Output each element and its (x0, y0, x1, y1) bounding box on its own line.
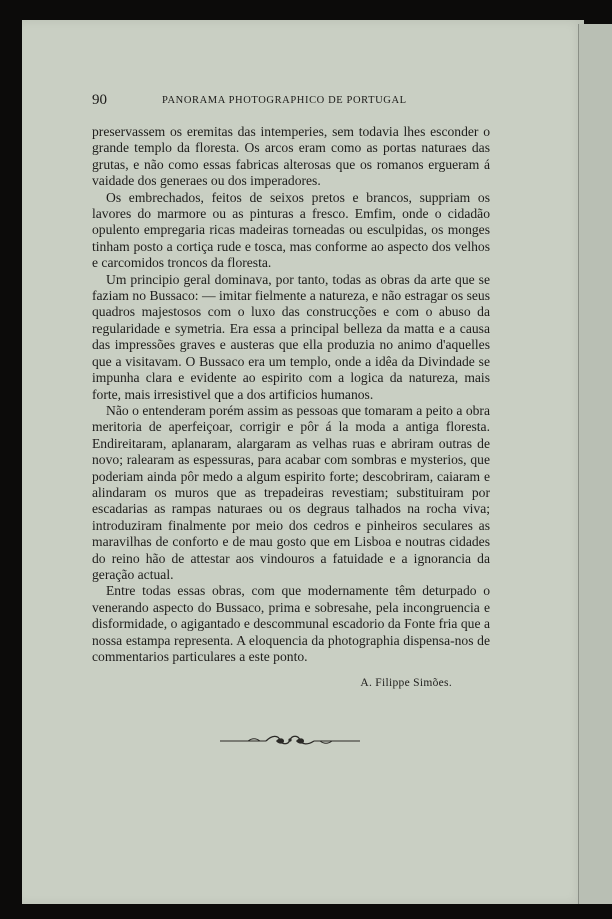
article-body (92, 124, 490, 665)
paragraph: preservassem os eremitas das intemperies, sem todavia lhes esconder o grande templo da floresta. Os arcos eram como as portas naturaes das grutas, e não como essas fabricas alterosas que os romanos ergueram á vaidade dos generaes ou dos imperadores. (92, 124, 490, 189)
page-number: 90 (92, 92, 107, 108)
tailpiece-ornament-icon (218, 732, 362, 748)
paragraph: Os embrechados, feitos de seixos pretos e brancos, suppriam os lavores do marmore ou as pinturas a fresco. Emfim, onde o cidadão opulento empregaria ricas madeiras torneadas ou esculpidas, os monges tinham posto a cortiça rude e tosca, mas conforme ao aspecto dos velhos e carcomidos troncos da floresta. (92, 189, 490, 271)
paragraph: Não o entenderam porém assim as pessoas que tomaram a peito a obra meritoria de aperfeiçoar, corrigir e pôr á la moda a antiga floresta. Endireitaram, aplanaram, alargaram as velhas ruas e abriram outras de novo; ralearam as espessuras, para acabar com sombras e mysterios, que poderiam ainda pôr medo a algum espirito forte; descobriram, caiaram e alindaram os muros que as trepadeiras revestiam; substituiram por escadarias as rampas naturaes ou os degraus talhados na rocha viva; introduziram finalmente por meio dos cedros e pinheiros seculares as maravilhas de conforto e de mau gosto que em Lisboa e noutras cidades do reino hão de attestar aos vindouros a fatuidade e a ignorancia da geração actual. (92, 402, 490, 582)
paragraph: Entre todas essas obras, com que modernamente têm deturpado o venerando aspecto do Bussaco, prima e sobresahe, pela incongruencia e disformidade, o agigantado e descommunal escadorio da Fonte fria que a nossa estampa representa. A eloquencia da photographia dispensa-nos de commentarios particulares a este ponto. (92, 583, 490, 664)
author-signature: A. Filippe Simões. (360, 677, 452, 689)
running-head (92, 92, 492, 112)
facing-page-edge (578, 24, 612, 904)
running-title: PANORAMA PHOTOGRAPHICO DE PORTUGAL (162, 95, 407, 106)
paragraph: Um principio geral dominava, por tanto, todas as obras da arte que se faziam no Bussaco: — imitar fielmente a natureza, e não estragar os seus quadros majestosos com o luxo das construcções e com o abuso da regularidade e symetria. Era essa a principal belleza da matta e a causa das impressões graves e austeras que ella produzia no animo d'aquelles que a visitavam. O Bussaco era um templo, onde a idêa da Divindade se impunha clara e evidente ao espirito com a logica da natureza, mais forte, mais irresistivel que a dos artificios humanos. (92, 271, 490, 402)
